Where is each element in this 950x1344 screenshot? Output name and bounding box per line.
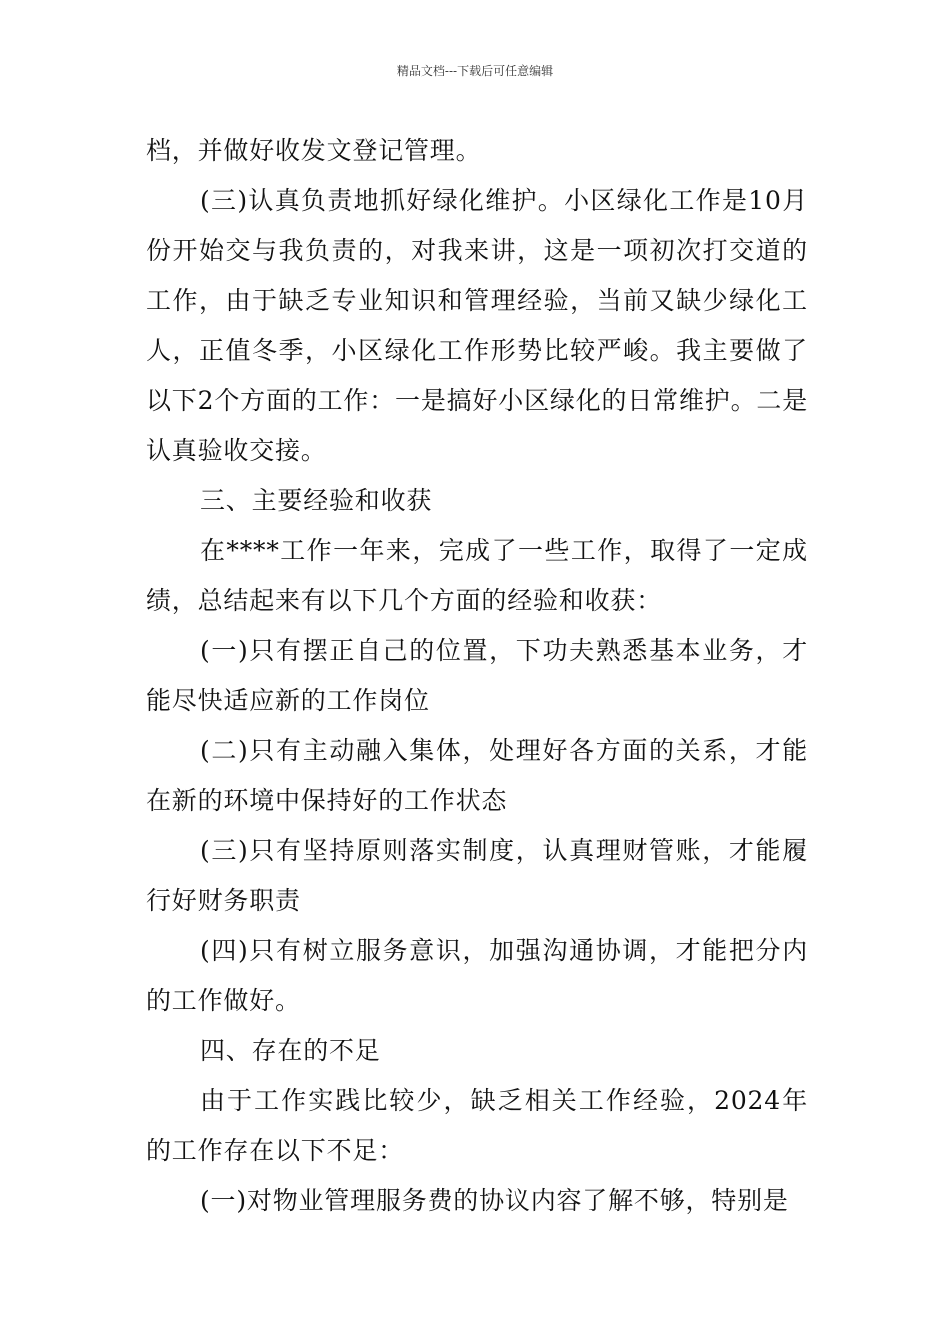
- section-heading-3: 三、主要经验和收获: [200, 486, 433, 515]
- page-header: 精品文档---下载后可任意编辑: [396, 64, 554, 78]
- document-body: [146, 126, 808, 1226]
- paragraph-1: 档，并做好收发文登记管理。: [146, 136, 482, 165]
- paragraph-6: (二)只有主动融入集体，处理好各方面的关系，才能在新的环境中保持好的工作状态: [146, 736, 808, 815]
- paragraph-4: 在****工作一年来，完成了一些工作，取得了一定成绩，总结起来有以下几个方面的经验和收获：: [146, 536, 808, 615]
- paragraph-7: (三)只有坚持原则落实制度，认真理财管账，才能履行好财务职责: [146, 836, 808, 915]
- paragraph-8: (四)只有树立服务意识，加强沟通协调，才能把分内的工作做好。: [146, 936, 808, 1015]
- paragraph-5: (一)只有摆正自己的位置，下功夫熟悉基本业务，才能尽快适应新的工作岗位: [146, 636, 808, 715]
- paragraph-2: (三)认真负责地抓好绿化维护。小区绿化工作是10月份开始交与我负责的，对我来讲，这是一项初次打交道的工作，由于缺乏专业知识和管理经验，当前又缺少绿化工人，正值冬季，小区绿化工作形势比较严峻。我主要做了以下2个方面的工作：一是搞好小区绿化的日常维护。二是认真验收交接。: [146, 186, 808, 465]
- paragraph-11: (一)对物业管理服务费的协议内容了解不够，特别是: [200, 1186, 789, 1215]
- paragraph-10: 由于工作实践比较少，缺乏相关工作经验，2024年的工作存在以下不足：: [146, 1086, 808, 1165]
- section-heading-4: 四、存在的不足: [200, 1036, 381, 1065]
